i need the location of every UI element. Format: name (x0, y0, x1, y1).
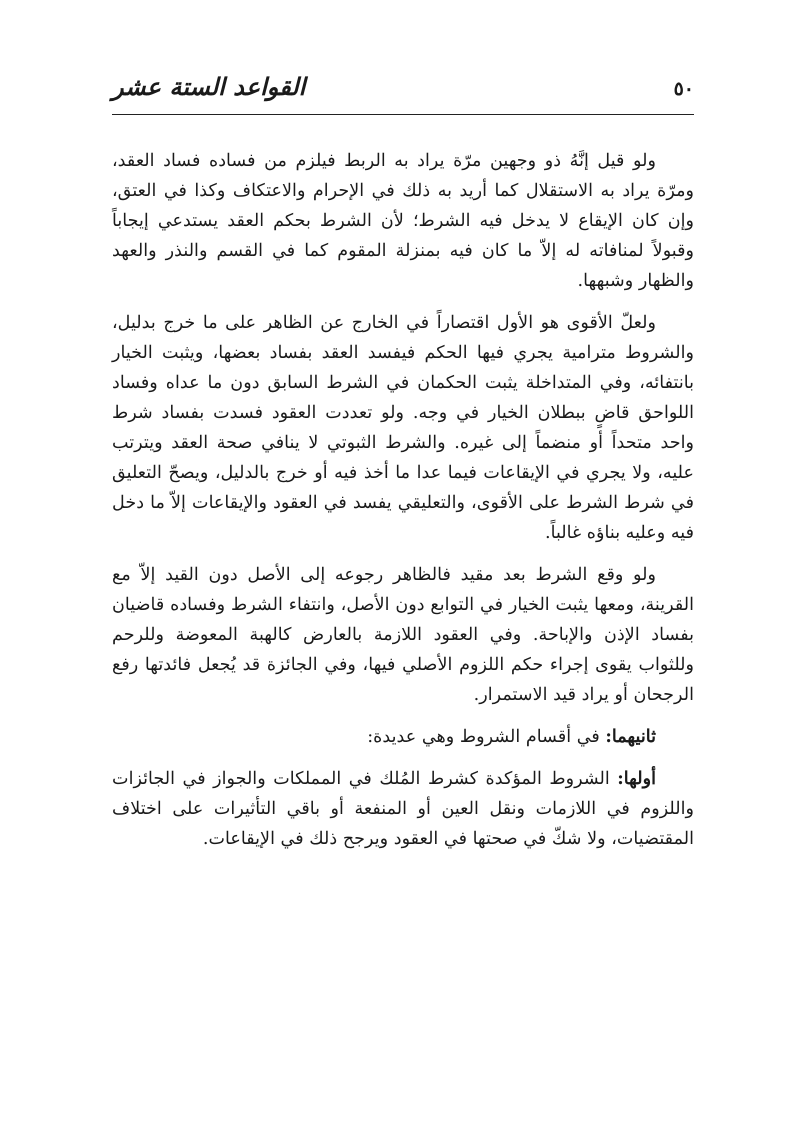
paragraph-text: ولو قيل إنَّهُ ذو وجهين مرّة يراد به الربط فيلزم من فساده فساد العقد، ومرّة يراد به الاستقلال كما أريد به ذلك في الإحرام والاعتكاف وكذا في العتق، وإن كان الإيقاع لا يدخل فيه الشرط؛ لأن الشرط بحكم العقد يستدعي إيجاباً وقبولاً لمنافاته له إلاّ ما كان فيه بمنزلة المقوم كما في القسم والنذر والعهد والظهار وشبهها. (112, 151, 694, 291)
paragraph-lead: أولها: (617, 768, 656, 789)
header-divider (112, 114, 694, 115)
paragraph-4 (112, 722, 694, 752)
paragraph-1 (112, 146, 694, 296)
paragraph-3 (112, 560, 694, 710)
paragraph-text: في أقسام الشروط وهي عديدة: (367, 727, 606, 747)
page-header (112, 70, 694, 122)
page-body (112, 146, 694, 866)
running-title-calligraphy: القواعد الستة عشر (112, 72, 306, 101)
paragraph-text: ولعلّ الأقوى هو الأول اقتصاراً في الخارج عن الظاهر على ما خرج بدليل، والشروط مترامية يجري فيها الحكم فيفسد العقد بفساد بعضها، ويثبت الخيار بانتفائه، وفي المتداخلة يثبت الحكمان في الشرط السابق دون ما عداه وفساد اللواحق قاضٍ ببطلان الخيار في وجه. ولو تعددت العقود فسدت بفساد شرط واحد متحداً أو منضماً إلى غيره. والشرط الثبوتي لا ينافي صحة العقد ويترتب عليه، ولا يجري في الإيقاعات فيما عدا ما أخذ فيه أو خرج بالدليل، ويصحّ التعليق في شرط الشرط على الأقوى، والتعليقي يفسد في العقود والإيقاعات إلاّ ما دخل فيه وعليه بناؤه غالباً. (112, 313, 694, 543)
paragraph-text: ولو وقع الشرط بعد مقيد فالظاهر رجوعه إلى الأصل دون القيد إلاّ مع القرينة، ومعها يثبت الخيار في التوابع دون الأصل، وانتفاء الشرط وفساده قاضيان بفساد الإذن والإباحة. وفي العقود اللازمة بالعارض كالهبة المعوضة وللرحم وللثواب يقوى إجراء حكم اللزوم الأصلي فيها، وفي الجائزة قد يُجعل فائدتها رفع الرجحان أو يراد قيد الاستمرار. (112, 565, 694, 705)
paragraph-text: الشروط المؤكدة كشرط المُلك في المملكات والجواز في الجائزات واللزوم في اللازمات ونقل العين أو المنفعة أو باقي التأثيرات على اختلاف المقتضيات، ولا شكّ في صحتها في العقود ويرجح ذلك في الإيقاعات. (112, 769, 694, 849)
paragraph-2 (112, 308, 694, 548)
paragraph-lead: ثانيهما: (605, 726, 656, 747)
paragraph-5 (112, 764, 694, 854)
page-number: ٥٠ (673, 78, 694, 100)
